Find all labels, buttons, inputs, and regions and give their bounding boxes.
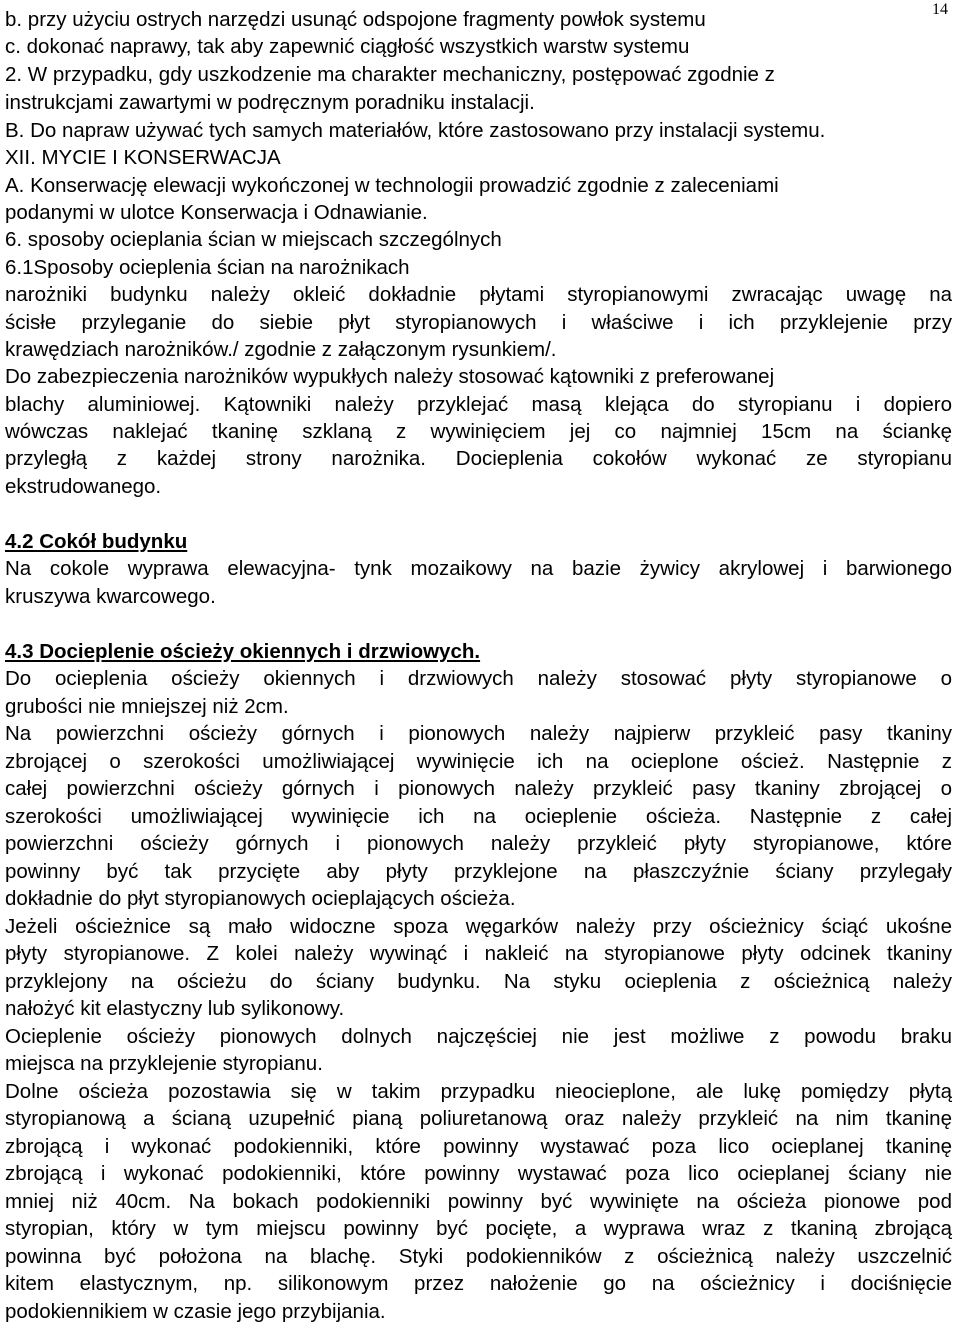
text-line: Do zabezpieczenia narożników wypukłych należy stosować kątowniki z preferowanej — [5, 365, 775, 388]
text-line: całej powierzchni ościeży górnych i pionowych należy przykleić pasy tkaniny zbrojącej o — [5, 777, 952, 800]
text-line: szerokości umożliwiającej wywinięcie ich na ocieplenie ościeża. Następnie z całej — [5, 805, 952, 828]
text-line: narożniki budynku należy okleić dokładnie płytami styropianowymi zwracając uwagę na — [5, 283, 952, 306]
text-line: podokiennikiem w czasie jego przybijania. — [5, 1300, 386, 1323]
text-line: Ocieplenie ościeży pionowych dolnych najczęściej nie jest możliwe z powodu braku — [5, 1025, 952, 1048]
text-line: A. Konserwację elewacji wykończonej w technologii prowadzić zgodnie z zaleceniami — [5, 174, 779, 197]
text-line: powinna być położona na blachę. Styki podokienników z ościeżnicą należy uszczelnić — [5, 1245, 952, 1268]
text-line: 6. sposoby ocieplania ścian w miejscach szczególnych — [5, 228, 502, 251]
text-line: styropian, który w tym miejscu powinny być pocięte, a wyprawa wraz z tkaniną zbrojącą — [5, 1217, 952, 1240]
heading-text: 4.3 Docieplenie ościeży okiennych i drzwiowych. — [5, 640, 481, 663]
text-line: zbrojącą i wykonać podokienniki, które powinny wystawać poza lico ocieplanej ściany nie — [5, 1162, 952, 1185]
text-line: c. dokonać naprawy, tak aby zapewnić ciągłość wszystkich warstw systemu — [5, 35, 690, 58]
text-line: mniej niż 40cm. Na bokach podokienniki powinny być wywinięte na ościeża pionowe pod — [5, 1190, 952, 1213]
text-line: blachy aluminiowej. Kątowniki należy przyklejać masą klejąca do styropianu i dopiero — [5, 393, 952, 416]
text-line: ekstrudowanego. — [5, 475, 162, 498]
heading-text: 4.2 Cokół budynku — [5, 530, 188, 553]
text-line: zbrojącą i wykonać podokienniki, które powinny wystawać poza lico ocieplanej tkaninę — [5, 1135, 952, 1158]
section-heading — [5, 528, 187, 555]
text-line: miejsca na przyklejenie styropianu. — [5, 1052, 323, 1075]
text-line: kitem elastycznym, np. silikonowym przez nałożenie go na ościeżnicy i dociśnięcie — [5, 1272, 952, 1295]
text-line: powinny być tak przycięte aby płyty przyklejone na płaszczyźnie ściany przylegały — [5, 860, 952, 883]
text-line: dokładnie do płyt styropianowych ocieplających ościeża. — [5, 887, 516, 910]
text-line: podanymi w ulotce Konserwacja i Odnawianie. — [5, 201, 428, 224]
text-line: krawędziach narożników./ zgodnie z załączonym rysunkiem/. — [5, 338, 557, 361]
text-line: Na powierzchni ościeży górnych i pionowych należy najpierw przykleić pasy tkaniny — [5, 722, 952, 745]
text-line: Dolne ościeża pozostawia się w takim przypadku nieocieplone, ale lukę pomiędzy płytą — [5, 1080, 952, 1103]
text-line: ścisłe przyleganie do siebie płyt styropianowych i właściwe i ich przyklejenie przy — [5, 311, 952, 334]
page-number: 14 — [932, 1, 948, 18]
text-line: styropianową a ścianą uzupełnić pianą poliuretanową oraz należy przykleić na nim tkaninę — [5, 1107, 952, 1130]
text-line: płyty styropianowe. Z kolei należy wywinąć i nakleić na styropianowe płyty odcinek tkaniny — [5, 942, 952, 965]
text-line: nałożyć kit elastyczny lub sylikonowy. — [5, 997, 345, 1020]
text-line: kruszywa kwarcowego. — [5, 585, 216, 608]
text-line: wówczas naklejać tkaninę szklaną z wywinięciem jej co najmniej 15cm na ściankę — [5, 420, 952, 443]
text-line: Do ocieplenia ościeży okiennych i drzwiowych należy stosować płyty styropianowe o — [5, 667, 952, 690]
text-line: Na cokole wyprawa elewacyjna- tynk mozaikowy na bazie żywicy akrylowej i barwionego — [5, 557, 952, 580]
text-line: instrukcjami zawartymi w podręcznym poradniku instalacji. — [5, 91, 535, 114]
text-line: powierzchni ościeży górnych i pionowych należy przykleić płyty styropianowe, które — [5, 832, 952, 855]
text-line: grubości nie mniejszej niż 2cm. — [5, 695, 289, 718]
text-line: 2. W przypadku, gdy uszkodzenie ma charakter mechaniczny, postępować zgodnie z — [5, 63, 775, 86]
text-line: przyklejony na ościeżu do ściany budynku. Na styku ocieplenia z ościeżnicą należy — [5, 970, 952, 993]
text-line: XII. MYCIE I KONSERWACJA — [5, 146, 281, 169]
text-line: 6.1Sposoby ocieplenia ścian na narożnikach — [5, 256, 410, 279]
text-line: Jeżeli ościeżnice są mało widoczne spoza węgarków należy przy ościeżnicy ściąć ukośne — [5, 915, 952, 938]
section-heading — [5, 638, 480, 665]
text-line: B. Do napraw używać tych samych materiałów, które zastosowano przy instalacji systemu. — [5, 119, 826, 142]
text-line: przyległą z każdej strony narożnika. Docieplenia cokołów wykonać ze styropianu — [5, 447, 952, 470]
text-line: zbrojącej o szerokości umożliwiającej wywinięcie ich na ocieplone oścież. Następnie z — [5, 750, 952, 773]
text-line: b. przy użyciu ostrych narzędzi usunąć odspojone fragmenty powłok systemu — [5, 8, 706, 31]
